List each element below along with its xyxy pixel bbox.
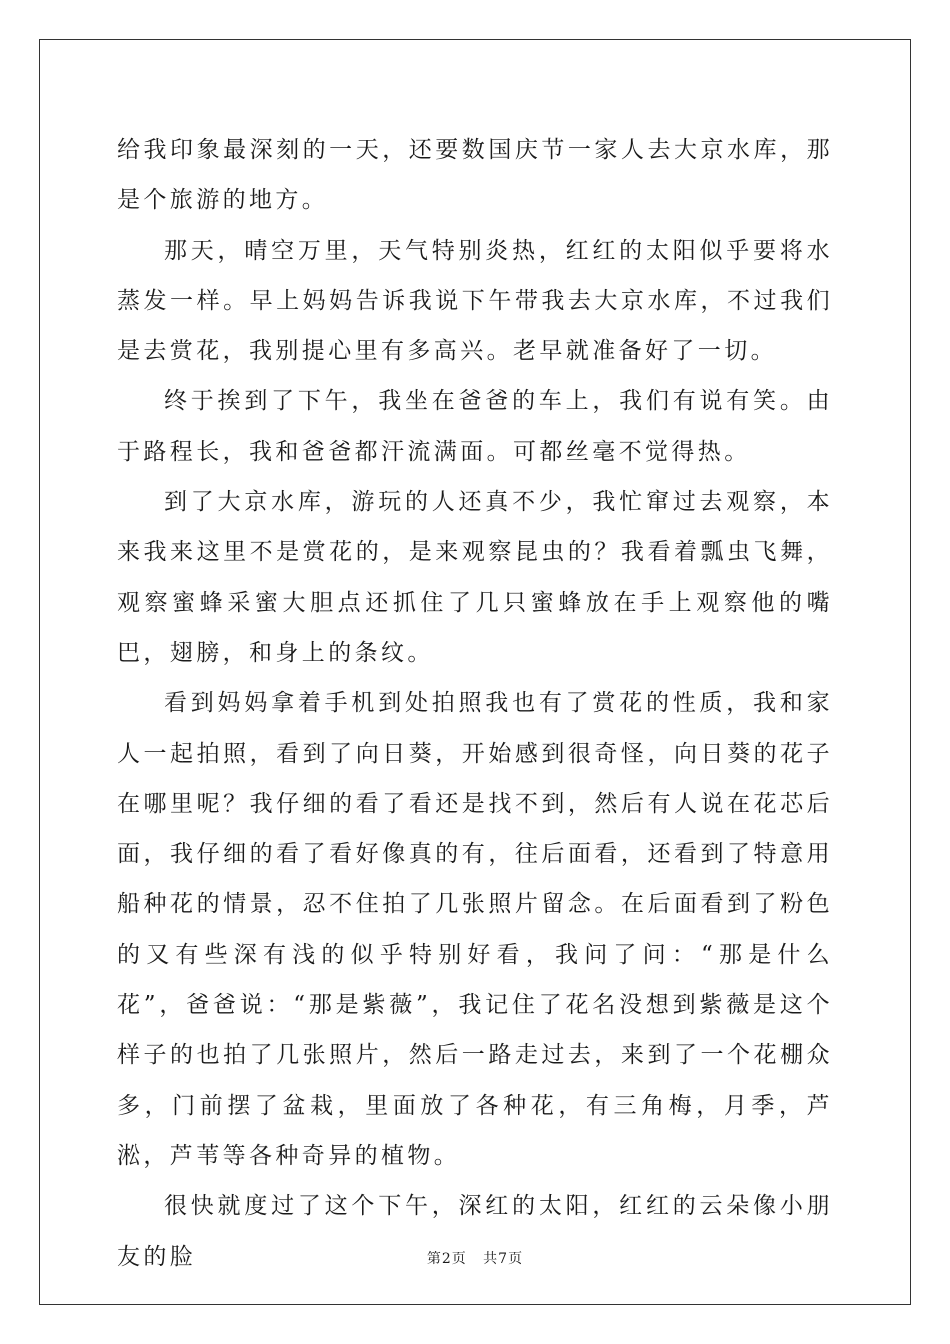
paragraph-6: 很快就度过了这个下午，深红的太阳，红红的云朵像小朋友的脸 bbox=[117, 1193, 833, 1270]
page-total: 共7页 bbox=[483, 1251, 524, 1267]
paragraph-4: 到了大京水库，游玩的人还真不少，我忙窜过去观察，本来我来这里不是赏花的，是来观察昆虫的？我看着瓢虫飞舞，观察蜜蜂采蜜大胆点还抓住了几只蜜蜂放在手上观察他的嘴巴，翅膀，和身上的条纹。 bbox=[117, 489, 833, 666]
paragraph-3: 终于挨到了下午，我坐在爸爸的车上，我们有说有笑。由于路程长，我和爸爸都汗流满面。可都丝毫不觉得热。 bbox=[117, 388, 833, 465]
page-footer bbox=[0, 1248, 950, 1268]
document-body bbox=[117, 125, 833, 1282]
page-number: 第2页 bbox=[426, 1251, 467, 1267]
paragraph-2: 那天，晴空万里，天气特别炎热，红红的太阳似乎要将水蒸发一样。早上妈妈告诉我说下午带我去大京水库，不过我们是去赏花，我别提心里有多高兴。老早就准备好了一切。 bbox=[117, 237, 833, 365]
paragraph-1: 给我印象最深刻的一天，还要数国庆节一家人去大京水库，那是个旅游的地方。 bbox=[117, 137, 833, 214]
paragraph-5: 看到妈妈拿着手机到处拍照我也有了赏花的性质，我和家人一起拍照，看到了向日葵，开始感到很奇怪，向日葵的花子在哪里呢？我仔细的看了看还是找不到，然后有人说在花芯后面，我仔细的看了看好像真的有，往后面看，还看到了特意用船种花的情景，忍不住拍了几张照片留念。在后面看到了粉色的又有些深有浅的似乎特别好看，我问了问：“那是什么花”，爸爸说：“那是紫薇”，我记住了花名没想到紫薇是这个样子的也拍了几张照片，然后一路走过去，来到了一个花棚众多，门前摆了盆栽，里面放了各种花，有三角梅，月季，芦淞，芦苇等各种奇异的植物。 bbox=[117, 690, 833, 1169]
